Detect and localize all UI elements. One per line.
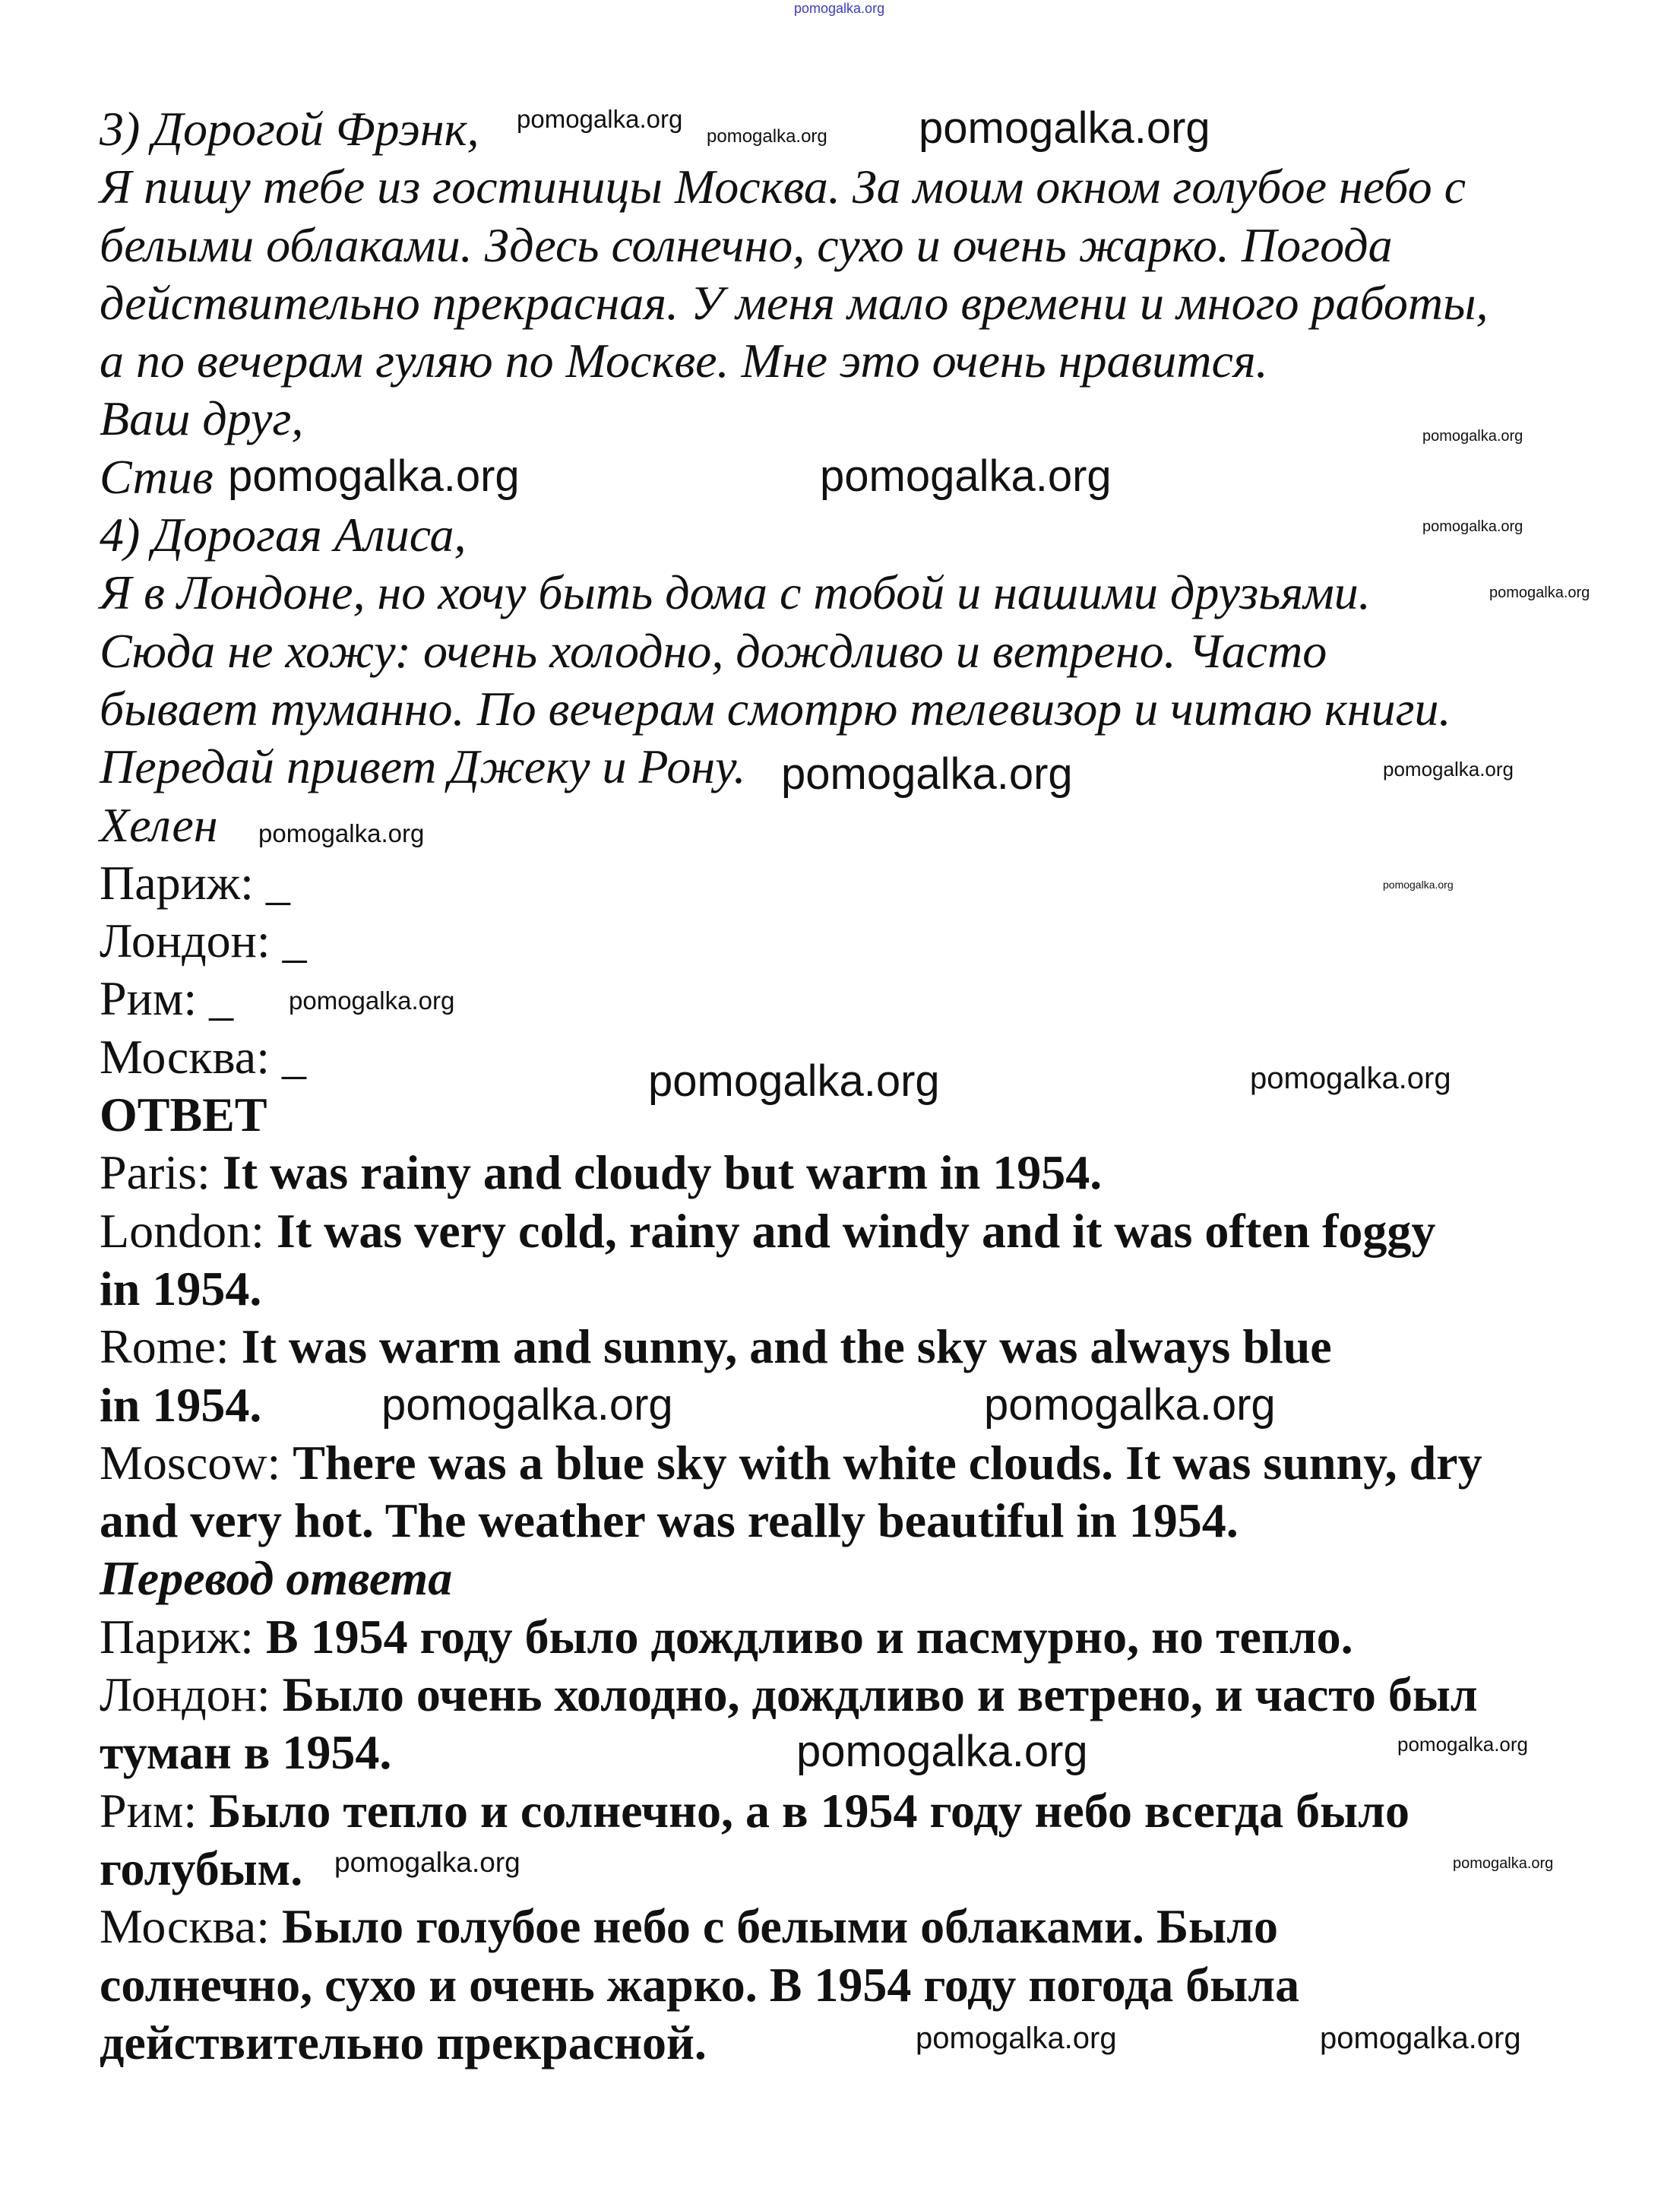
translation-text: туман в 1954. [100, 1725, 392, 1780]
watermark: pomogalka.org [1383, 879, 1454, 891]
translation-label: Лондон: [100, 1667, 283, 1722]
blank-line: Рим: _ [100, 971, 234, 1026]
letter4-line: бывает туманно. По вечерам смотрю телевизор и читаю книги. [100, 681, 1451, 736]
watermark: pomogalka.org [1397, 1733, 1528, 1756]
letter4-line: Я в Лондоне, но хочу быть дома с тобой и нашими друзьями. [100, 565, 1371, 620]
answer-label: Moscow: [100, 1435, 293, 1490]
answer-line [100, 1434, 1619, 1492]
blank-line: Лондон: _ [100, 914, 307, 968]
answer-label: Rome: [100, 1319, 242, 1374]
blank-line: Париж: _ [100, 855, 290, 910]
answer-line [100, 1144, 1619, 1202]
translation-text: солнечно, сухо и очень жарко. В 1954 году погода была [100, 1957, 1300, 2012]
answer-text: It was warm and sunny, and the sky was always blue [241, 1319, 1332, 1374]
watermark: pomogalka.org [289, 986, 455, 1015]
letter3-line: Стив [100, 449, 214, 504]
translation-label: Москва: [100, 1899, 282, 1954]
watermark: pomogalka.org [228, 451, 520, 501]
letter3-line: а по вечерам гуляю по Москве. Мне это очень нравится. [100, 334, 1268, 388]
letter4-line: Хелен [100, 797, 218, 852]
watermark: pomogalka.org [1422, 518, 1523, 535]
blank-line: Москва: _ [100, 1029, 306, 1084]
translation-line [100, 1840, 1619, 1898]
letter3-line: Я пишу тебе из гостиницы Москва. За моим окном голубое небо с [100, 160, 1466, 214]
answer-text: There was a blue sky with white clouds. It was sunny, dry [293, 1435, 1482, 1490]
translation-text: Было очень холодно, дождливо и ветрено, и часто был [282, 1667, 1478, 1722]
answer-line [100, 1318, 1619, 1376]
watermark: pomogalka.org [1453, 1855, 1554, 1872]
letter3-line: белыми облаками. Здесь солнечно, сухо и очень жарко. Погода [100, 217, 1393, 272]
translation-label: Париж: [100, 1609, 266, 1664]
answer-text: It was rainy and cloudy but warm in 1954. [222, 1145, 1103, 1200]
translation-label: Рим: [100, 1783, 210, 1838]
watermark: pomogalka.org [258, 819, 425, 847]
watermark: pomogalka.org [1383, 758, 1514, 781]
watermark: pomogalka.org [1250, 1062, 1451, 1095]
translation-text: Было голубое небо с белыми облаками. Было [281, 1899, 1279, 1954]
watermark: pomogalka.org [381, 1380, 673, 1430]
answer-line [100, 1492, 1619, 1550]
watermark: pomogalka.org [648, 1056, 940, 1106]
translation-heading: Перевод ответа [100, 1551, 453, 1606]
watermark: pomogalka.org [794, 1, 885, 16]
watermark: pomogalka.org [796, 1727, 1088, 1776]
translation-text: Было тепло и солнечно, а в 1954 году небо всегда было [209, 1783, 1409, 1838]
translation-line [100, 1608, 1619, 1666]
translation-line [100, 1782, 1619, 1840]
watermark: pomogalka.org [919, 103, 1210, 153]
translation-text: В 1954 году было дождливо и пасмурно, но тепло. [265, 1609, 1353, 1664]
letter3-line: Ваш друг, [100, 391, 304, 446]
answer-line [100, 1376, 1619, 1434]
translation-line [100, 1666, 1619, 1724]
answer-text: in 1954. [100, 1377, 262, 1432]
translation-line [100, 1956, 1619, 2014]
watermark: pomogalka.org [1422, 428, 1523, 445]
watermark: pomogalka.org [707, 126, 827, 147]
watermark: pomogalka.org [916, 2022, 1117, 2055]
translation-line [100, 1898, 1619, 1955]
watermark: pomogalka.org [334, 1847, 520, 1878]
answer-text: It was very cold, rainy and windy and it was often foggy [276, 1203, 1436, 1258]
letter4-line: 4) Дорогая Алиса, [100, 508, 467, 562]
answer-label: Paris: [100, 1145, 223, 1200]
watermark: pomogalka.org [984, 1380, 1276, 1430]
letter4-line: Передай привет Джеку и Рону. [100, 739, 746, 794]
answer-label: London: [100, 1203, 277, 1258]
watermark: pomogalka.org [1489, 584, 1590, 601]
translation-text: действительно прекрасной. [100, 2015, 707, 2069]
watermark: pomogalka.org [1320, 2022, 1521, 2055]
letter3-line: 3) Дорогой Фрэнк, [100, 102, 479, 156]
answer-line [100, 1202, 1619, 1260]
translation-text: голубым. [100, 1841, 303, 1895]
letter4-line: Сюда не хожу: очень холодно, дождливо и ветрено. Часто [100, 623, 1327, 678]
watermark: pomogalka.org [517, 105, 683, 133]
watermark: pomogalka.org [781, 749, 1073, 799]
watermark: pomogalka.org [820, 451, 1112, 501]
answer-text: and very hot. The weather was really beautiful in 1954. [100, 1493, 1239, 1548]
letter3-line: действительно прекрасная. У меня мало времени и много работы, [100, 275, 1489, 330]
answer-text: in 1954. [100, 1261, 262, 1316]
answer-heading: ОТВЕТ [100, 1088, 267, 1142]
answer-line [100, 1260, 1619, 1318]
